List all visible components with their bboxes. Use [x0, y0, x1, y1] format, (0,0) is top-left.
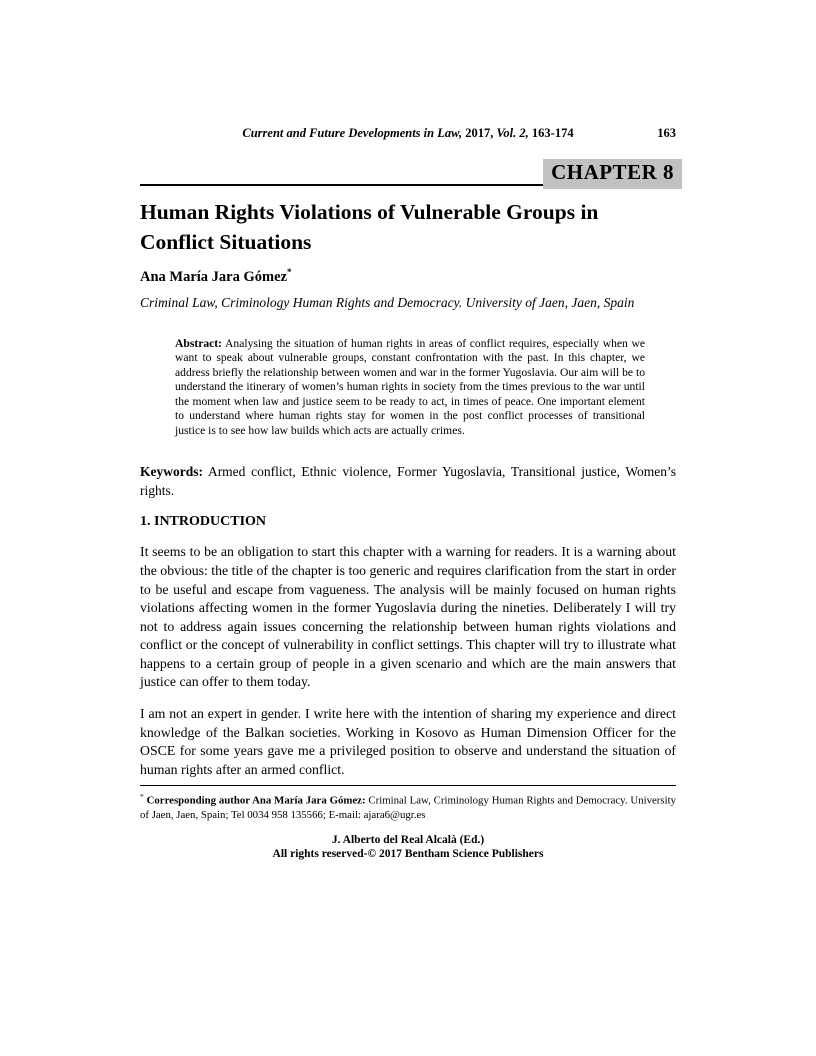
footnote-author: Corresponding author Ana María Jara Gómez: — [143, 795, 366, 808]
journal-title: Current and Future Developments in Law, — [242, 126, 463, 140]
section-heading-introduction: 1. INTRODUCTION — [140, 514, 267, 530]
chapter-title: Human Rights Violations of Vulnerable Groups in Conflict Situations — [140, 200, 599, 254]
editor-line: J. Alberto del Real Alcalà (Ed.) — [331, 834, 485, 847]
chapter-rule — [140, 146, 676, 186]
journal-volume: Vol. 2, — [496, 126, 529, 140]
abstract-text: Analysing the situation of human rights in areas of conflict requires, especially when we want to speak about vulnerable groups, constant confrontation with the past. In this chapter, we address briefly the relationship between women and war in the former Yugoslavia. Our aim will be to understand the itinerary of women’s human rights in society from the times previous to the war until the moment when law and justice seem to be ready to act, in times of peace. One important element to understand where human rights stay for women in the post conflict processes of transitional justice is to see how law builds which acts are actually crimes. — [175, 336, 645, 437]
keywords-label: Keywords: — [140, 464, 203, 480]
journal-year: 2017, — [462, 126, 497, 140]
author-line — [140, 267, 676, 286]
keywords-text: Armed conflict, Ethnic violence, Former Yugoslavia, Transitional justice, Women’s rights. — [140, 464, 676, 499]
journal-pages: 163-174 — [528, 126, 574, 140]
abstract-label: Abstract: — [175, 336, 223, 350]
journal-citation — [242, 126, 573, 140]
abstract-block — [175, 337, 645, 439]
author-affiliation: Criminal Law, Criminology Human Rights and Democracy. University of Jaen, Jaen, Spain — [140, 294, 635, 310]
page-number: 163 — [657, 126, 676, 140]
intro-paragraph-2: I am not an expert in gender. I write here with the intention of sharing my experience and direct knowledge of the Balkan societies. Working in Kosovo as Human Dimension Officer for the OSCE for some years gave me a privileged position to observe and understand the situation of human rights after an armed conflict. — [140, 706, 676, 777]
author-name: Ana María Jara Gómez — [140, 268, 287, 285]
keywords-block — [140, 462, 676, 500]
rights-line: All rights reserved-© 2017 Bentham Science Publishers — [272, 848, 544, 861]
corresponding-author-footnote — [140, 785, 676, 822]
running-head — [140, 126, 676, 143]
publisher-block — [140, 833, 676, 861]
author-footnote-mark: * — [286, 267, 292, 277]
footnote-contact: Criminal Law, Criminology Human Rights and Democracy. University of Jaen, Jaen, Spain; Tel 0034 958 135566; E-mail: ajara6@ugr.es — [140, 795, 676, 821]
intro-paragraph-1: It seems to be an obligation to start this chapter with a warning for readers. It is a warning about the obvious: the title of the chapter is too generic and requires clarification from the start in order to be useful and escape from vagueness. The analysis will be mainly focused on human rights violations affecting women in the former Yugoslavia during the nineties. Deliberately I will try not to address again issues concerning the relationship between human rights violations and conflict or the concept of vulnerability in conflict settings. This chapter will try to illustrate what happens to a certain group of people in a given scenario and which are the main answers that justice can offer to them today. — [140, 544, 676, 690]
footnote-mark: * — [140, 792, 144, 802]
chapter-label: CHAPTER 8 — [543, 159, 682, 189]
